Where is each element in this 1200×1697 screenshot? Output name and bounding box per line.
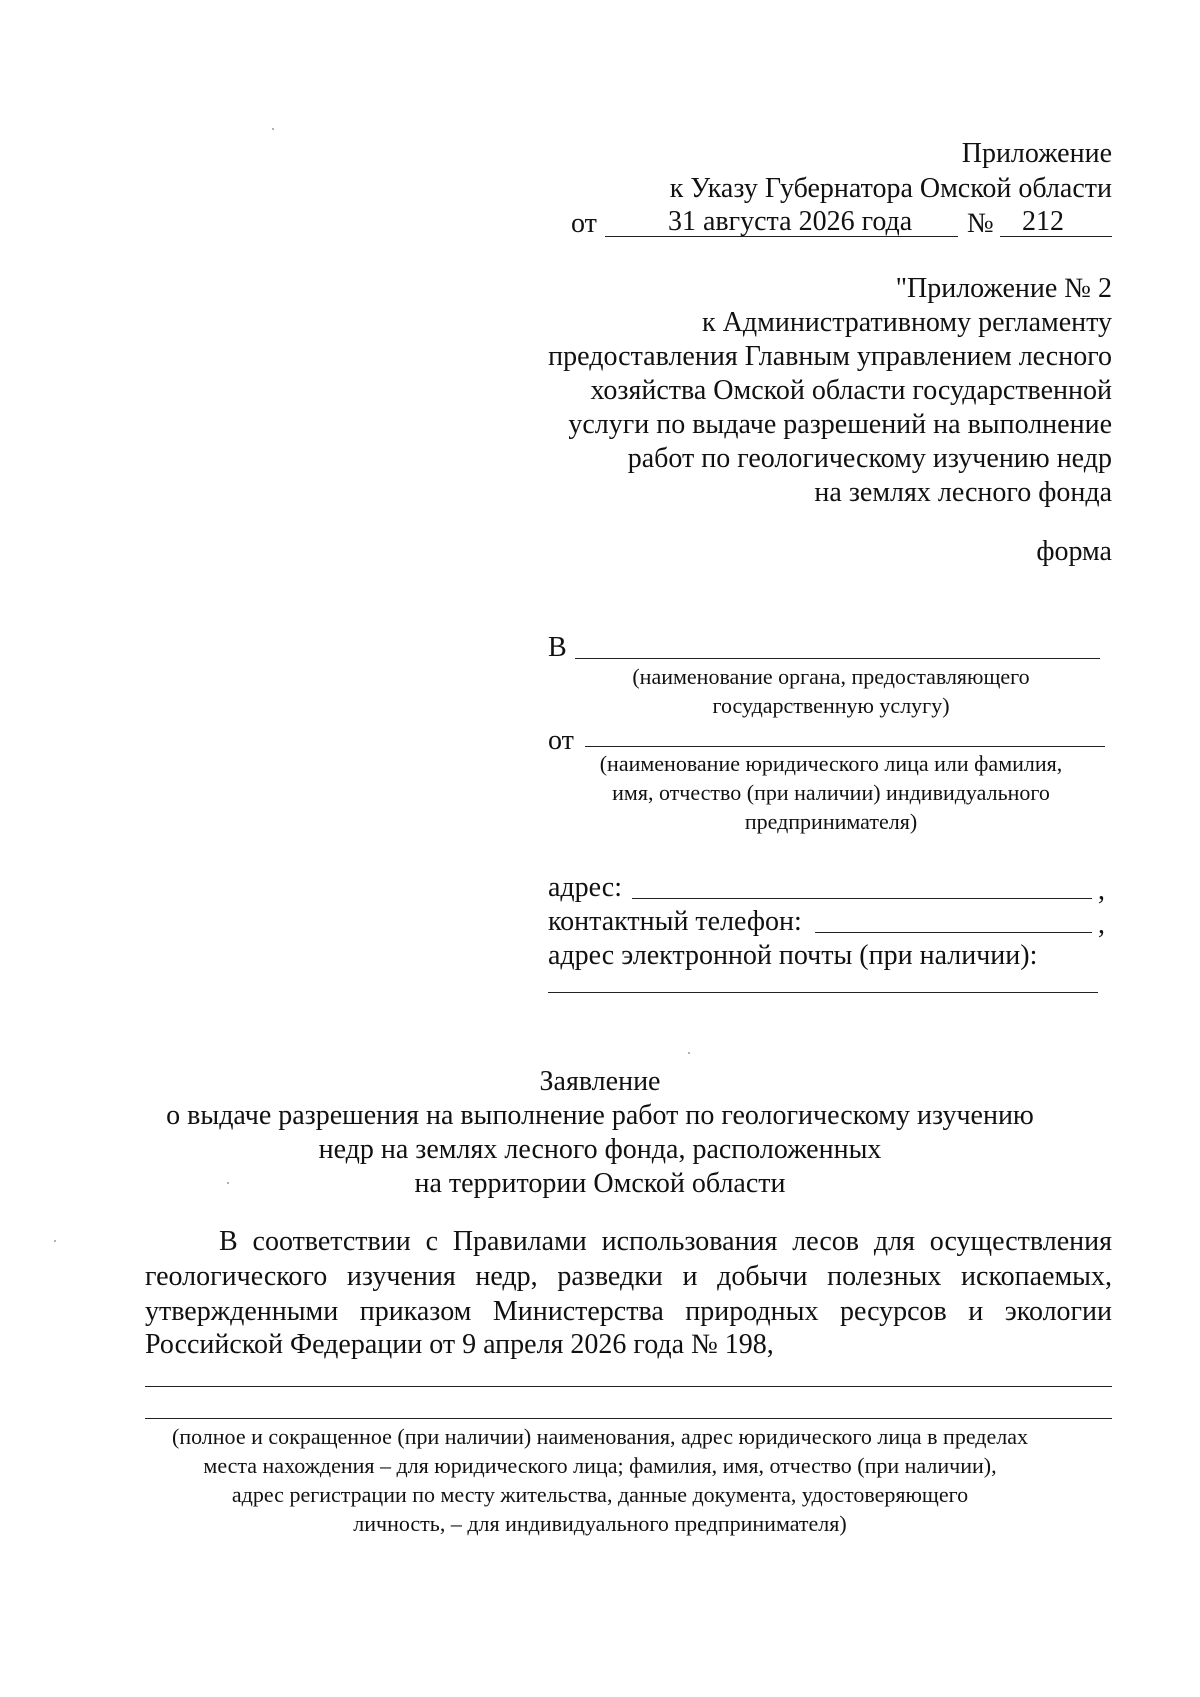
comma: , (1098, 909, 1105, 940)
decree-reference: к Указу Губернатора Омской области (669, 173, 1112, 204)
comma: , (1098, 875, 1105, 906)
regulation-line: предоставления Главным управлением лесного (548, 341, 1112, 372)
body-line: геологического изучения недр, разведки и добычи полезных ископаемых, (145, 1261, 1112, 1292)
email-label: адрес электронной почты (при наличии): (548, 940, 1038, 971)
authority-hint: государственную услугу) (712, 693, 950, 718)
applicant-details-field-1[interactable] (145, 1386, 1112, 1387)
scan-speck (227, 1182, 229, 1184)
authority-name-field[interactable] (575, 658, 1100, 659)
address-field[interactable] (632, 898, 1092, 899)
statement-subtitle: на территории Омской области (414, 1168, 786, 1199)
scan-speck (272, 128, 274, 130)
number-label: № (967, 208, 994, 239)
phone-field[interactable] (815, 932, 1092, 933)
statement-subtitle: недр на землях лесного фонда, расположенных (318, 1134, 882, 1165)
from-label: от (548, 725, 574, 756)
scan-speck (688, 1052, 690, 1054)
applicant-hint: (наименование юридического лица или фамилия, (599, 751, 1063, 776)
address-label: адрес: (548, 872, 623, 903)
email-field[interactable] (548, 992, 1098, 993)
appendix-title: Приложение (961, 138, 1112, 169)
footnote-line: (полное и сокращенное (при наличии) наименования, адрес юридического лица в пределах (172, 1424, 1028, 1449)
authority-hint: (наименование органа, предоставляющего (632, 664, 1030, 689)
footnote-line: места нахождения – для юридического лица; фамилия, имя, отчество (при наличии), (203, 1453, 997, 1478)
regulation-line: к Административному регламенту (702, 307, 1112, 338)
form-label: форма (1036, 536, 1112, 567)
regulation-line: "Приложение № 2 (895, 273, 1112, 304)
decree-number: 212 (1022, 206, 1064, 237)
applicant-hint: предпринимателя) (744, 809, 918, 834)
body-line: В соответствии с Правилами использования лесов для осуществления (219, 1226, 1112, 1257)
statement-title: Заявление (539, 1066, 661, 1097)
from-label: от (571, 208, 597, 239)
applicant-details-field-2[interactable] (145, 1418, 1112, 1419)
applicant-name-field[interactable] (585, 746, 1105, 747)
body-line: утвержденными приказом Министерства природных ресурсов и экологии (145, 1296, 1112, 1327)
footnote-line: личность, – для индивидуального предпринимателя) (353, 1511, 847, 1536)
body-line: Российской Федерации от 9 апреля 2026 года № 198, (145, 1329, 774, 1360)
decree-date: 31 августа 2026 года (668, 206, 913, 237)
phone-label: контактный телефон: (548, 906, 802, 937)
footnote-line: адрес регистрации по месту жительства, данные документа, удостоверяющего (231, 1482, 969, 1507)
to-label: В (548, 632, 567, 663)
scan-speck (54, 1240, 56, 1242)
applicant-hint: имя, отчество (при наличии) индивидуального (612, 780, 1050, 805)
statement-subtitle: о выдаче разрешения на выполнение работ по геологическому изучению (166, 1100, 1034, 1131)
regulation-line: услуги по выдаче разрешений на выполнение (568, 409, 1112, 440)
regulation-line: работ по геологическому изучению недр (627, 443, 1112, 474)
regulation-line: хозяйства Омской области государственной (590, 375, 1112, 406)
regulation-line: на землях лесного фонда (814, 477, 1112, 508)
